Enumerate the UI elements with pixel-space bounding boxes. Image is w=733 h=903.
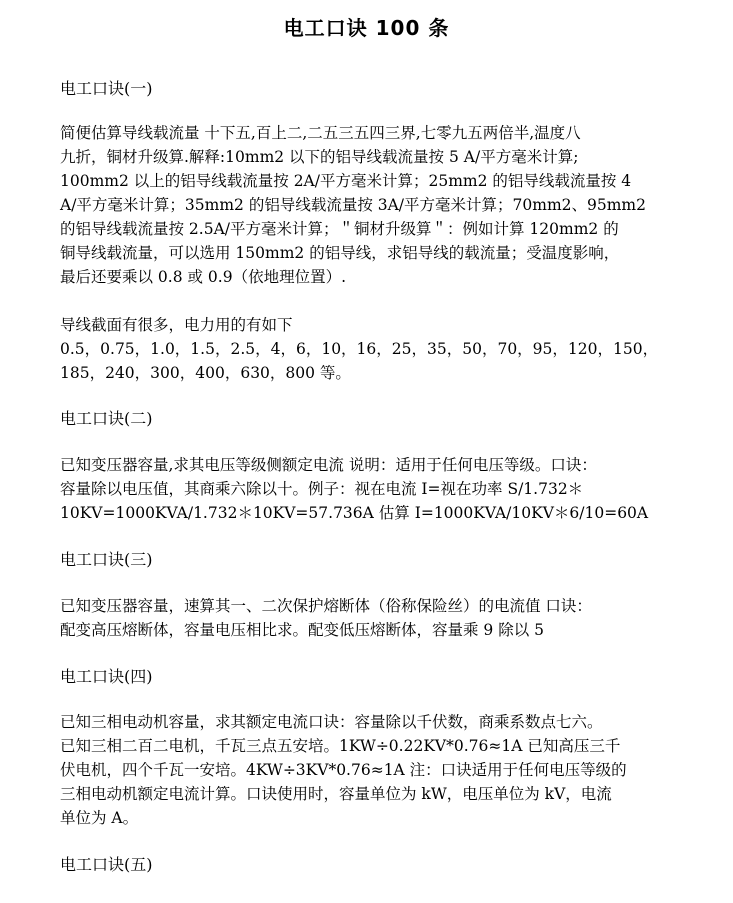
- section-heading-5: 电工口诀(五): [60, 855, 153, 874]
- section-4-paragraph-1: [60, 710, 700, 830]
- text-line: 导线截面有很多，电力用的有如下: [60, 316, 293, 334]
- section-1-paragraph-1: [60, 121, 700, 289]
- text-line: 已知变压器容量,求其电压等级侧额定电流 说明：适用于任何电压等级。口诀：: [60, 456, 597, 474]
- section-1-paragraph-2: [60, 313, 700, 385]
- text-line: 铜导线载流量，可以选用 150mm2 的铝导线，求铝导线的载流量；受温度影响，: [60, 244, 620, 262]
- text-line: 已知变压器容量，速算其一、二次保护熔断体（俗称保险丝）的电流值 口诀：: [60, 597, 592, 615]
- text-line: 的铝导线载流量按 2.5A/平方毫米计算；＂铜材升级算＂：例如计算 120mm2 的: [60, 220, 619, 238]
- text-line: 三相电动机额定电流计算。口诀使用时，容量单位为 kW，电压单位为 kV，电流: [60, 785, 612, 803]
- text-line: 最后还要乘以 0.8 或 0.9（依地理位置）.: [60, 268, 347, 286]
- section-heading-2: 电工口诀(二): [60, 409, 153, 428]
- text-line: 容量除以电压值，其商乘六除以十。例子：视在电流 I=视在功率 S/1.732＊: [60, 480, 584, 498]
- text-line: 10KV=1000KVA/1.732＊10KV=57.736A 估算 I=1000KVA/10KV＊6/10=60A: [60, 504, 649, 522]
- text-line: 单位为 A。: [60, 809, 139, 827]
- text-line: 已知三相电动机容量，求其额定电流口诀：容量除以千伏数，商乘系数点七六。: [60, 713, 603, 731]
- text-line: 简便估算导线载流量 十下五,百上二,二五三五四三界,七零九五两倍半,温度八: [60, 124, 581, 142]
- text-line: 伏电机，四个千瓦一安培。4KW÷3KV*0.76≈1A 注：口诀适用于任何电压等级的: [60, 761, 627, 779]
- text-line: 配变高压熔断体，容量电压相比求。配变低压熔断体，容量乘 9 除以 5: [60, 621, 545, 639]
- text-line: 九折，铜材升级算.解释:10mm2 以下的铝导线载流量按 5 A/平方毫米计算;: [60, 148, 579, 166]
- text-line: 0.5，0.75，1.0，1.5，2.5，4，6，10，16，25，35，50，70，95，120，150，: [60, 340, 659, 358]
- text-line: 已知三相二百二电机，千瓦三点五安培。1KW÷0.22KV*0.76≈1A 已知高压三千: [60, 737, 621, 755]
- text-line: 100mm2 以上的铝导线载流量按 2A/平方毫米计算；25mm2 的铝导线载流量按 4: [60, 172, 632, 190]
- section-heading-1: 电工口诀(一): [60, 79, 153, 98]
- section-heading-4: 电工口诀(四): [60, 667, 153, 686]
- section-2-paragraph-1: [60, 453, 700, 525]
- section-3-paragraph-1: [60, 594, 700, 642]
- text-line: A/平方毫米计算；35mm2 的铝导线载流量按 3A/平方毫米计算；70mm2、95mm2: [60, 196, 646, 214]
- text-line: 185，240，300，400，630，800 等。: [60, 364, 351, 382]
- section-heading-3: 电工口诀(三): [60, 550, 153, 569]
- document-title: 电工口诀 100 条: [283, 16, 450, 40]
